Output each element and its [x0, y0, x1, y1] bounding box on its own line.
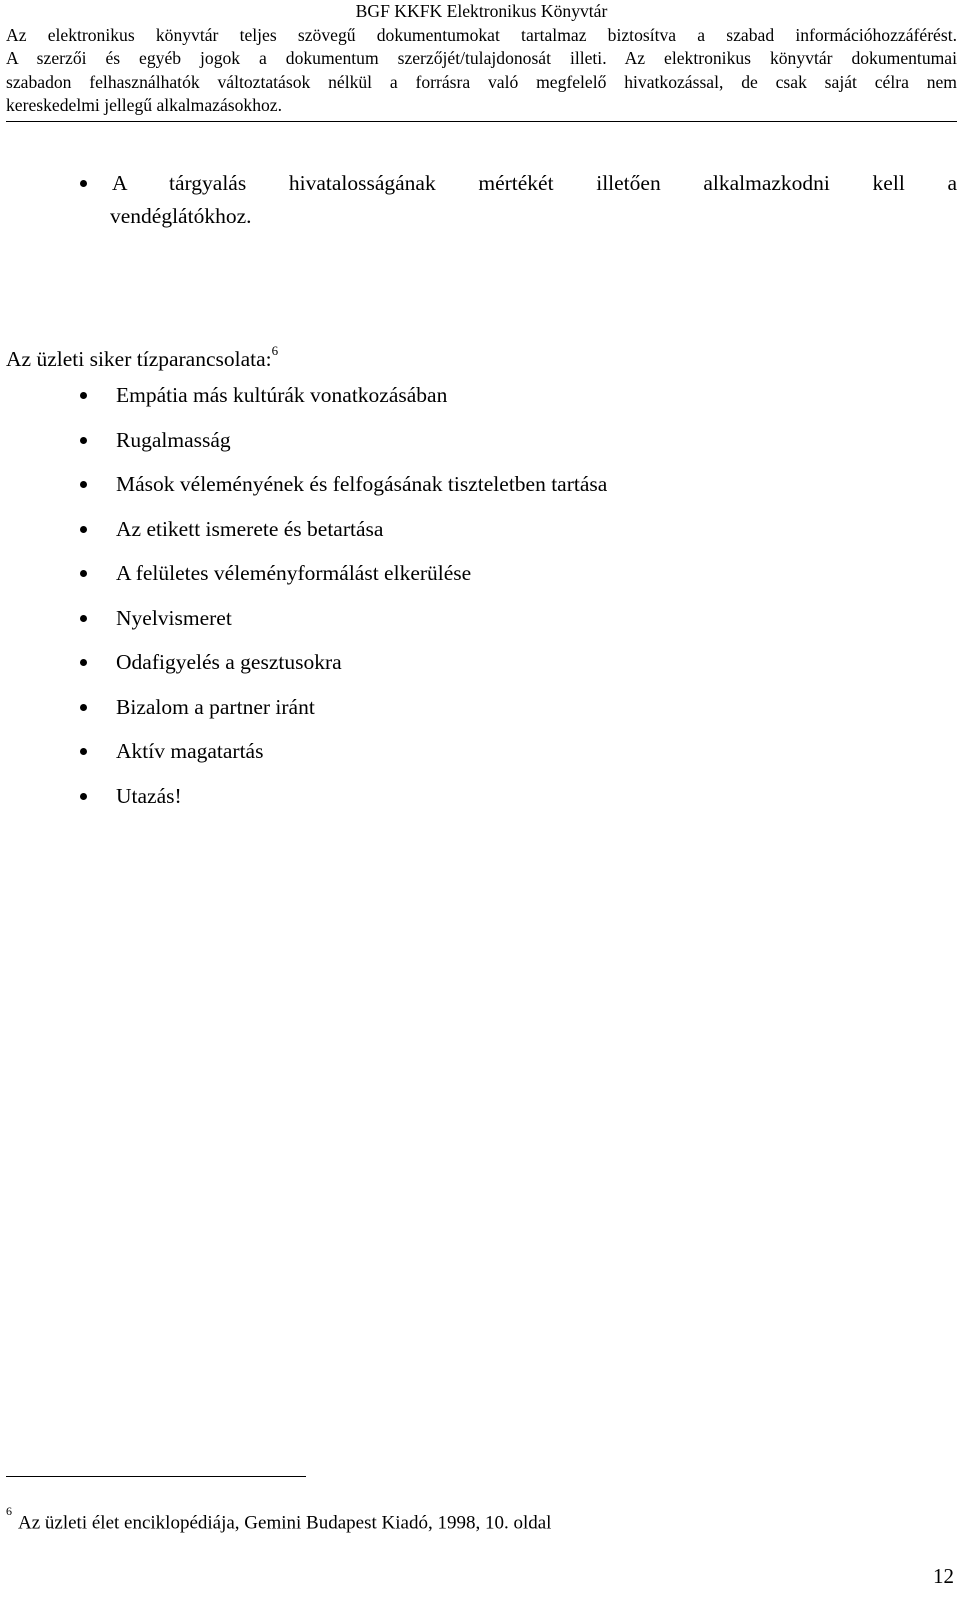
list-item-label: Bizalom a partner iránt [116, 694, 315, 719]
list-item [0, 647, 960, 677]
bullet-icon [80, 748, 87, 755]
footnote [6, 1504, 551, 1536]
list-item [0, 514, 960, 544]
list-item-label: Mások véleményének és felfogásának tiszteletben tartása [116, 472, 608, 496]
list-item [0, 736, 960, 766]
bullet-icon [80, 392, 87, 399]
list-item [0, 692, 960, 722]
list-item [0, 558, 960, 588]
header-line-1: Az elektronikus könyvtár teljes szövegű dokumentumokat tartalmaz biztosítva a szabad információhozzáférést. [6, 24, 957, 45]
bullet-icon [80, 704, 87, 711]
footnote-reference: 6 [271, 343, 279, 358]
list-intro [6, 340, 278, 373]
list-item-label: Az etikett ismerete és betartása [116, 516, 384, 541]
first-bullet-paragraph [112, 167, 957, 233]
header-line-2-text: A szerzői és egyéb jogok a dokumentum szerzőjét/tulajdonosát illeti. Az elektronikus könyvtár dokumentumai [6, 48, 957, 69]
list-item-label: Rugalmasság [116, 427, 231, 452]
header-line-2 [6, 47, 957, 71]
list-item [0, 425, 960, 455]
bullet-icon [80, 615, 87, 622]
bullet-icon [80, 481, 87, 488]
list-item [0, 603, 960, 633]
header-title: BGF KKFK Elektronikus Könyvtár [355, 1, 608, 21]
footnote-number: 6 [6, 1504, 12, 1518]
bullet-icon [80, 526, 87, 533]
list-item-label: A felületes véleményformálást elkerülése [116, 561, 472, 585]
list-item [0, 781, 960, 811]
bullet-icon [80, 793, 87, 800]
list-item-label: Aktív magatartás [116, 739, 264, 763]
bullet-icon [80, 659, 87, 666]
list-item-label: Odafigyelés a gesztusokra [116, 650, 342, 674]
library-header [6, 0, 957, 122]
first-bullet-line-1: A tárgyalás hivatalosságának mértékét illetően alkalmazkodni kell a [112, 171, 957, 195]
list-item-label: Empátia más kultúrák vonatkozásában [116, 383, 448, 407]
list-intro-text: Az üzleti siker tízparancsolata: [6, 347, 272, 372]
first-bullet-icon [80, 180, 87, 187]
footnote-text: Az üzleti élet enciklopédiája, Gemini Budapest Kiadó, 1998, 10. oldal [18, 1512, 552, 1534]
footnote-divider [6, 1476, 306, 1477]
list-item [0, 469, 960, 499]
header-line-4: kereskedelmi jellegű alkalmazásokhoz. [6, 95, 283, 116]
first-bullet-line-2: vendéglátókhoz. [110, 204, 252, 228]
header-line-3: szabadon felhasználhatók változtatások nélkül a forrásra való megfelelő hivatkozással, de csak saját célra nem [6, 71, 957, 92]
list-item-label: Nyelvismeret [116, 605, 232, 630]
bullet-icon [80, 437, 87, 444]
page-number: 12 [933, 1564, 954, 1588]
bullet-icon [80, 570, 87, 577]
list-item [0, 380, 960, 410]
list-item-label: Utazás! [116, 783, 182, 808]
